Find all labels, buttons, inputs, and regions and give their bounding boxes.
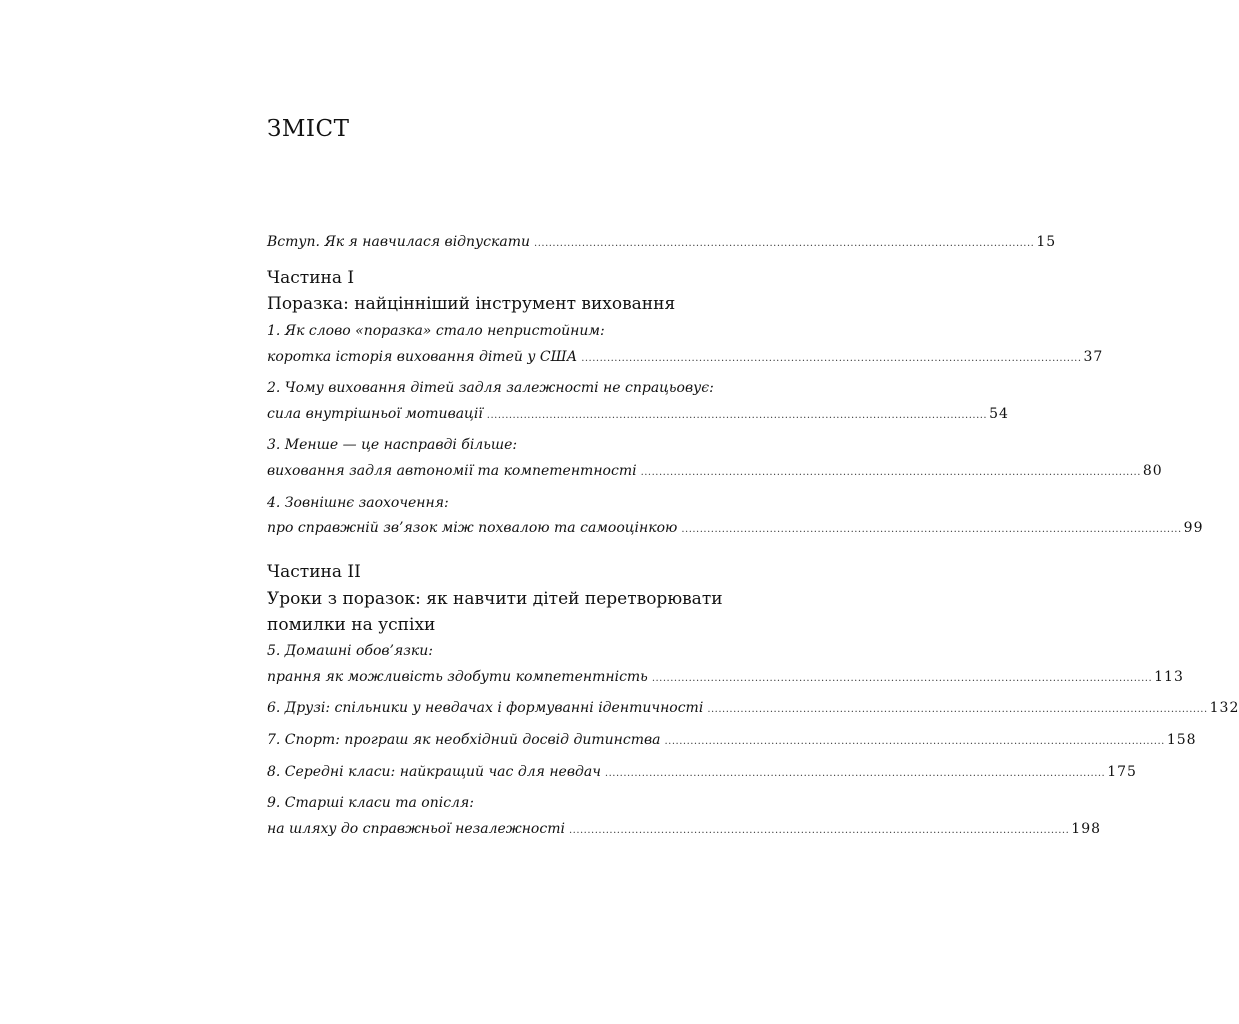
dot-leader: ........................................................................................................................................ <box>707 704 1208 715</box>
dot-leader: ........................................................................................................................................ <box>486 410 988 421</box>
toc-chapter-entry[interactable] <box>267 821 1102 837</box>
dot-leader: ........................................................................................................................................ <box>568 825 1070 836</box>
entry-subtitle: прання як можливість здобути компетентність <box>267 669 648 685</box>
chapter-title: 3. Менше — це насправді більше: <box>267 437 518 453</box>
page-number: 132 <box>1209 700 1239 716</box>
page-number: 80 <box>1142 463 1163 479</box>
chapter-title: 5. Домашні обов’язки: <box>267 643 433 659</box>
toc-intro-entry[interactable] <box>267 234 1057 250</box>
page-number: 158 <box>1166 732 1197 748</box>
entry-text: 6. Друзі: спільники у невдачах і формуванні ідентичності <box>267 700 704 716</box>
part-title-continued: помилки на успіхи <box>267 615 436 635</box>
toc-chapter-entry[interactable] <box>267 764 1137 780</box>
dot-leader: ........................................................................................................................................ <box>681 524 1182 535</box>
page-number: 113 <box>1154 669 1184 685</box>
part-label: Частина ІІ <box>267 562 361 582</box>
entry-subtitle: коротка історія виховання дітей у США <box>267 349 578 365</box>
page-number: 54 <box>989 406 1009 422</box>
entry-subtitle: сила внутрішньої мотивації <box>267 406 483 422</box>
entry-subtitle: виховання задля автономії та компетентності <box>267 463 637 479</box>
part-title: Поразка: найцінніший інструмент виховання <box>267 294 676 314</box>
page-number: 175 <box>1107 764 1137 780</box>
toc-chapter-entry[interactable] <box>267 349 1104 365</box>
entry-subtitle: про справжній зв’язок між похвалою та самооцінкою <box>267 520 678 536</box>
page-number: 99 <box>1183 520 1204 536</box>
dot-leader: ........................................................................................................................................ <box>651 673 1153 684</box>
dot-leader: ........................................................................................................................................ <box>664 736 1165 747</box>
toc-chapter-entry[interactable] <box>267 406 1009 422</box>
toc-chapter-entry[interactable] <box>267 520 1204 536</box>
dot-leader: ........................................................................................................................................ <box>534 238 1035 249</box>
page-number: 37 <box>1083 349 1104 365</box>
toc-chapter-entry[interactable] <box>267 700 1239 716</box>
toc-chapter-entry[interactable] <box>267 463 1163 479</box>
part-label: Частина І <box>267 268 355 288</box>
dot-leader: ........................................................................................................................................ <box>640 467 1141 478</box>
entry-text: 8. Середні класи: найкращий час для невдач <box>267 764 601 780</box>
entry-subtitle: на шляху до справжньої незалежності <box>267 821 565 837</box>
toc-chapter-entry[interactable] <box>267 669 1184 685</box>
chapter-title: 1. Як слово «поразка» стало непристойним: <box>267 323 605 339</box>
part-title: Уроки з поразок: як навчити дітей перетворювати <box>267 589 723 609</box>
chapter-title: 4. Зовнішнє заохочення: <box>267 495 449 511</box>
page-title: ЗМІСТ <box>267 116 350 142</box>
dot-leader: ........................................................................................................................................ <box>604 768 1106 779</box>
chapter-title: 2. Чому виховання дітей задля залежності не спрацьовує: <box>267 380 714 396</box>
page-number: 15 <box>1036 234 1057 250</box>
chapter-title: 9. Старші класи та опісля: <box>267 795 474 811</box>
page-number: 198 <box>1071 821 1102 837</box>
entry-text: Вступ. Як я навчилася відпускати <box>267 234 531 250</box>
toc-chapter-entry[interactable] <box>267 732 1197 748</box>
entry-text: 7. Спорт: програш як необхідний досвід дитинства <box>267 732 661 748</box>
dot-leader: ........................................................................................................................................ <box>581 353 1082 364</box>
